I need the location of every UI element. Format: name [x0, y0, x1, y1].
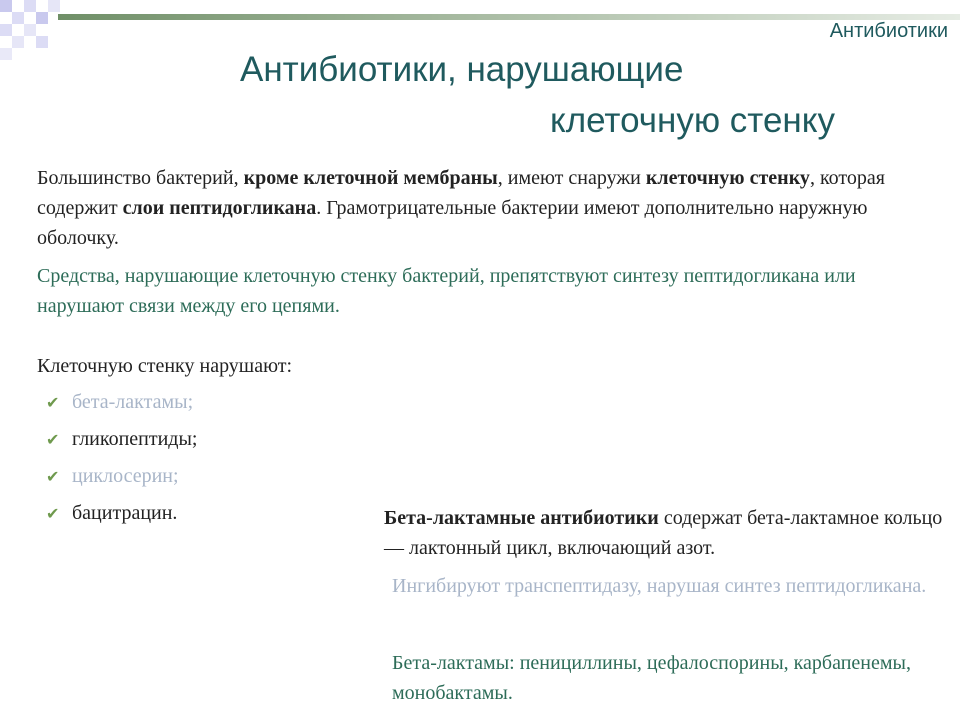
slide-title-line-1: Антибиотики, нарушающие: [240, 50, 684, 89]
corner-decoration: [0, 0, 80, 60]
beta-lactam-groups: Бета-лактамы: пенициллины, цефалоспорины, карбапенемы, монобактамы.: [392, 652, 911, 704]
header-bar: [58, 14, 960, 20]
check-icon: ✔: [46, 467, 60, 486]
check-icon: ✔: [46, 504, 60, 523]
mechanism-paragraph: Средства, нарушающие клеточную стенку бактерий, препятствуют синтезу пептидогликана или нарушают связи между его цепями.: [37, 265, 856, 317]
list-item: [46, 421, 197, 458]
list-item-label: бета-лактамы;: [72, 391, 194, 413]
intro-paragraph: Большинство бактерий, кроме клеточной мембраны, имеют снаружи клеточную стенку, которая содержит слои пептидогликана. Грамотрицательные бактерии имеют дополнительно наружную оболочку.: [37, 167, 885, 249]
list-item-label: бацитрацин.: [72, 502, 178, 524]
list-heading: Клеточную стенку нарушают:: [37, 355, 293, 377]
check-icon: ✔: [46, 430, 60, 449]
list-item: [46, 458, 197, 495]
list-item: [46, 384, 197, 421]
check-icon: ✔: [46, 393, 60, 412]
beta-lactam-mechanism: Ингибируют транспептидазу, нарушая синтез пептидогликана.: [392, 575, 927, 597]
list-item-label: циклосерин;: [72, 465, 179, 487]
slide-title-line-2: клеточную стенку: [550, 101, 835, 140]
antibiotic-class-list: [46, 384, 197, 532]
beta-lactam-definition: Бета-лактамные антибиотики содержат бета-лактамное кольцо — лактонный цикл, включающий азот.: [384, 507, 943, 559]
list-item: [46, 495, 197, 532]
list-item-label: гликопептиды;: [72, 428, 198, 450]
section-label: Антибиотики: [829, 20, 948, 42]
